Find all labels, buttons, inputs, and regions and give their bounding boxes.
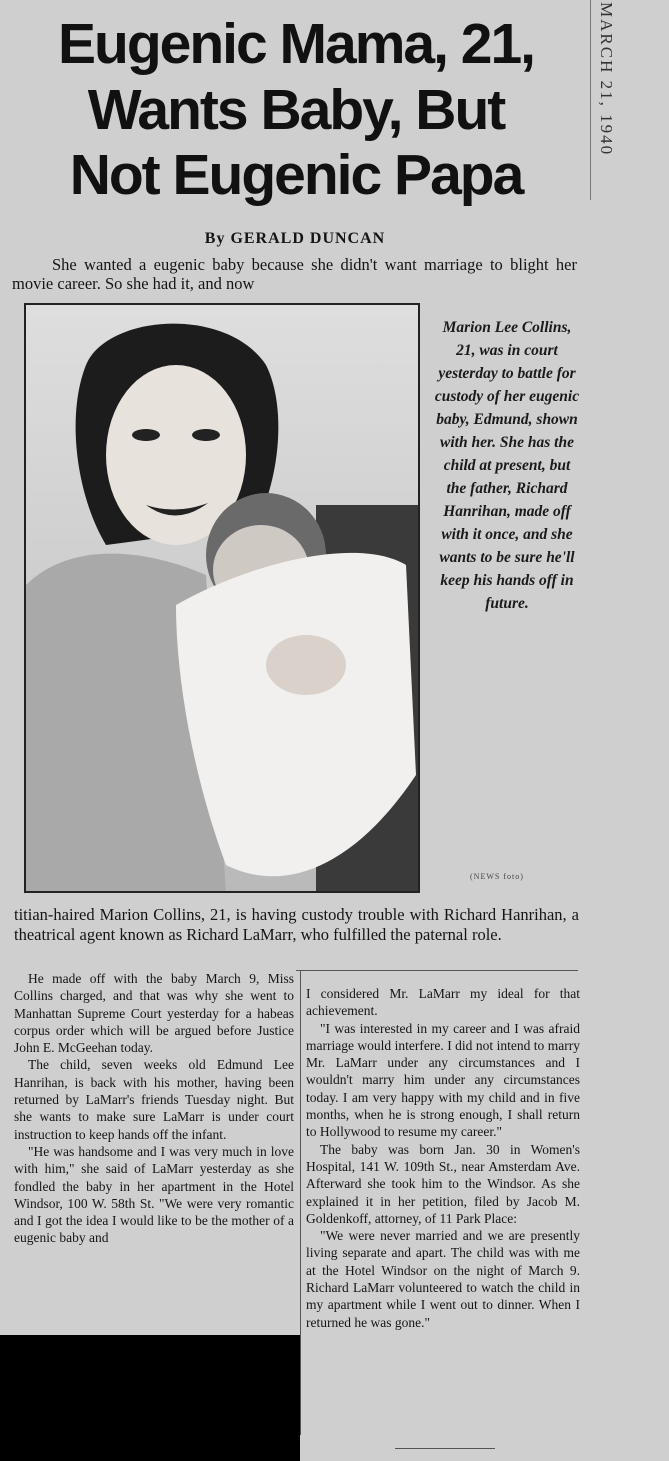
headline-line-1: Eugenic Mama, 21, — [57, 12, 535, 76]
left-paragraph-3: "He was handsome and I was very much in love with him," she said of LaMarr yesterday as she fondled the baby in her apartment in the Hotel Windsor, 100 W. 58th St. "We were very romantic and I got the idea I would like to be the mother of a eugenic baby and — [14, 1143, 294, 1246]
black-redaction-block — [0, 1335, 300, 1461]
bottom-rule — [395, 1448, 495, 1449]
byline: By GERALD DUNCAN — [204, 230, 386, 247]
woman-eye-left — [132, 429, 160, 441]
left-paragraph-2: The child, seven weeks old Edmund Lee Hanrihan, is back with his mother, having been returned by LaMarr's friends Tuesday night. But she wants to make sure LaMarr is under court instruction to keep hands off the infant. — [14, 1057, 294, 1142]
photo-credit: (NEWS foto) — [470, 872, 524, 881]
left-column — [14, 970, 294, 1247]
lede-paragraph: She wanted a eugenic baby because she didn't want marriage to blight her movie career. So she had it, and now — [12, 255, 577, 293]
right-paragraph-2: "I was interested in my career and I was afraid marriage would interfere. I did not intend to marry Mr. LaMarr under any circumstances and I wouldn't marry him under any circumstances today. I am very happy with my child and in five months, when he is strong enough, I shall return to Hollywood to resume my career." — [306, 1020, 580, 1140]
headline-line-3: Not Eugenic Papa — [69, 143, 523, 208]
continued-paragraph: titian-haired Marion Collins, 21, is having custody trouble with Richard Hanrihan, a theatrical agent known as Richard LaMarr, who fulfilled the paternal role. — [14, 905, 579, 944]
right-column — [306, 985, 580, 1331]
headline — [6, 12, 586, 209]
column-divider — [300, 970, 301, 1435]
column-top-rule — [296, 970, 578, 971]
woman-eye-right — [192, 429, 220, 441]
left-paragraph-1: He made off with the baby March 9, Miss Collins charged, and that was why she went to Manhattan Supreme Court yesterday for a habeas corpus order which will be argued before Justice John E. McGeehan today. — [14, 971, 294, 1056]
right-paragraph-1: I considered Mr. LaMarr my ideal for that achievement. — [306, 986, 580, 1019]
headline-line-2: Wants Baby, But — [87, 77, 505, 142]
photo-caption: Marion Lee Collins, 21, was in court yesterday to battle for custody of her eugenic baby, Edmund, shown with her. She has the child at present, but the father, Richard Hanrihan, made off with it once, and she wants to be sure he'll keep his hands off in future. — [434, 319, 580, 612]
right-paragraph-3: The baby was born Jan. 30 in Women's Hospital, 141 W. 109th St., near Amsterdam Ave. Afterward she took him to the Windsor. As she explained it in her petition, filed by Jacob M. Goldenkoff, attorney, of 11 Park Place: — [306, 1141, 580, 1226]
right-paragraph-4: "We were never married and we are presently living separate and apart. The child was with me at the Hotel Windsor on the night of March 9. Richard LaMarr volunteered to watch the child in my apartment while I went out to dinner. When I returned he was gone." — [306, 1228, 580, 1330]
photo-illustration — [26, 305, 420, 893]
photo-mother-and-baby — [24, 303, 420, 893]
woman-hand — [266, 635, 346, 695]
date-stamp: MARCH 21, 1940 — [597, 2, 616, 157]
